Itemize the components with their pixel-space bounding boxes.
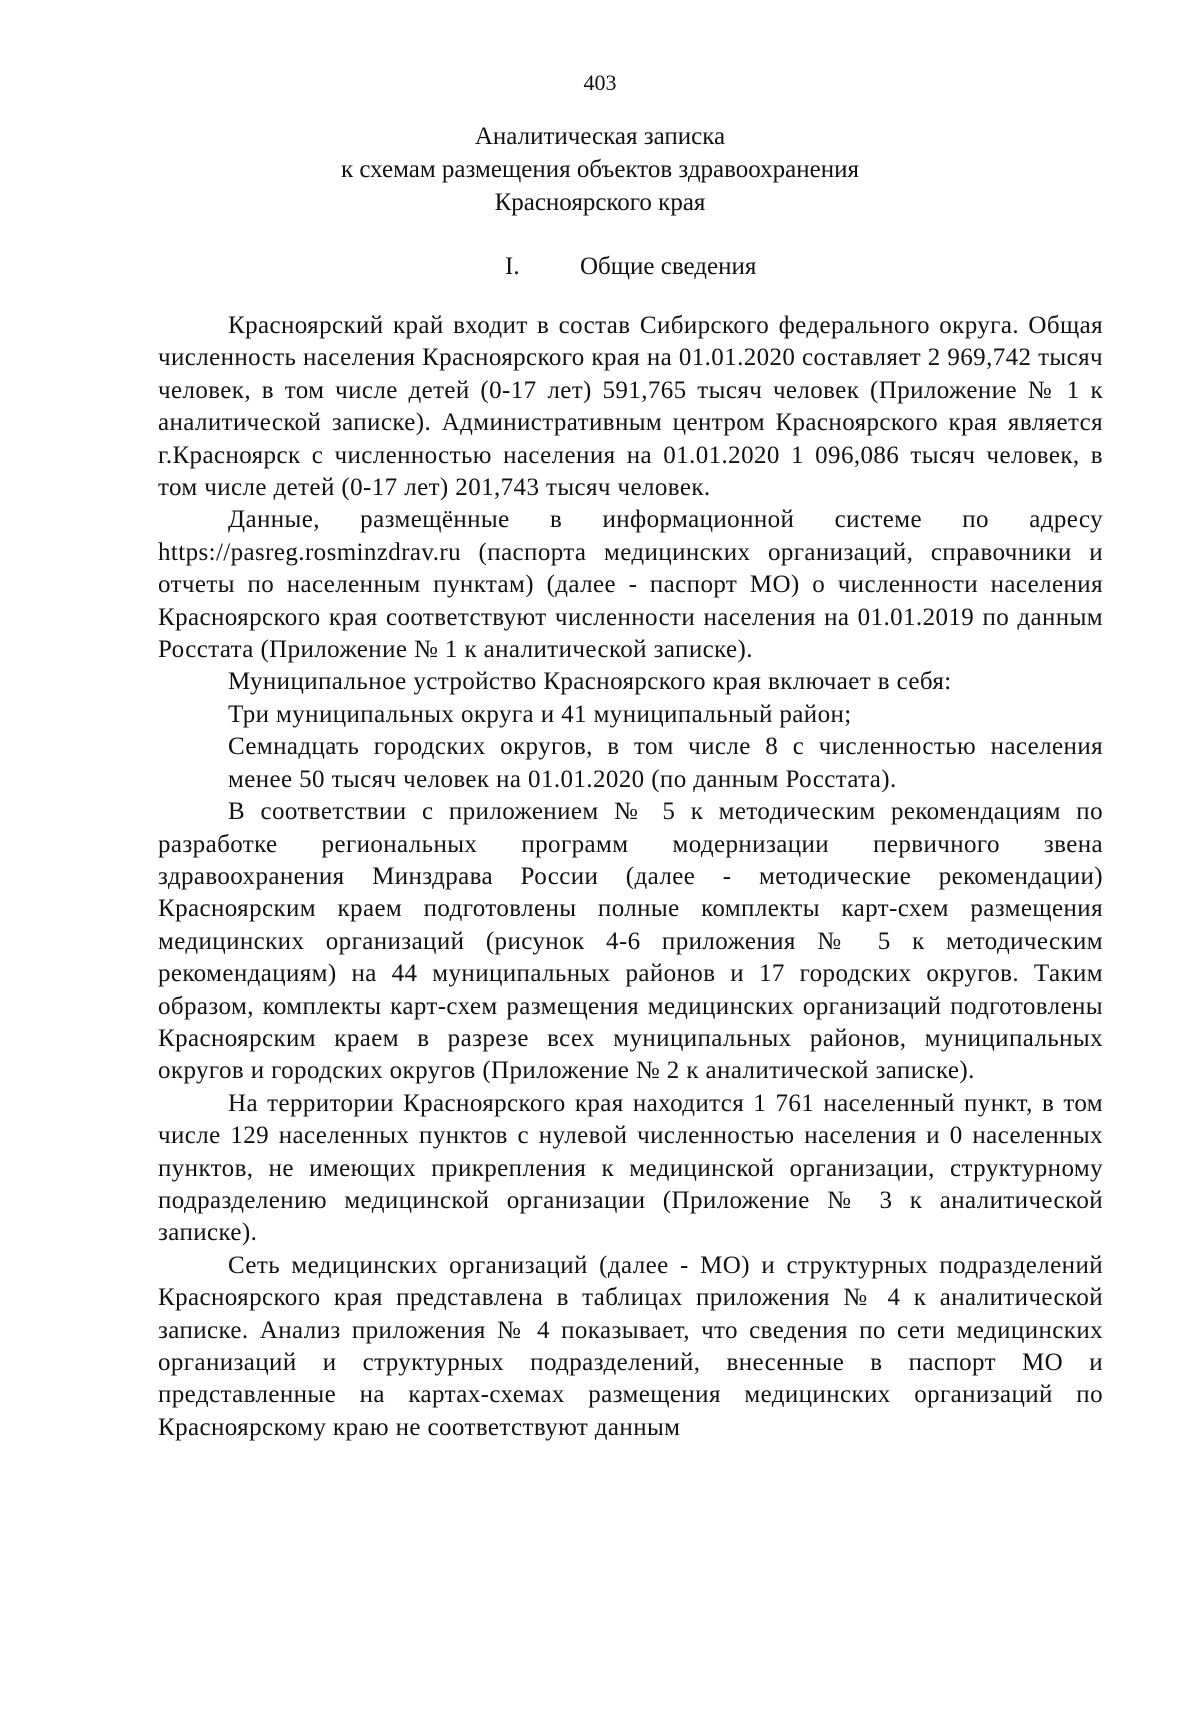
paragraph: Данные, размещённые в информационной системе по адресу https://pasreg.rosminzdrav.ru (паспорта медицинских организаций, справочники и отчеты по населенным пунктам) (далее - паспорт МО) о численности населения Красноярского края соответствуют численности населения на 01.01.2019 по данным Росстата (Приложение № 1 к аналитической записке). (158, 506, 1103, 664)
page-number: 403 (583, 70, 617, 95)
section-number: I. (505, 253, 520, 280)
list-item: Три муниципальных округа и 41 муниципальный район; (228, 700, 852, 728)
title-line: Аналитическая записка (474, 123, 726, 150)
document-title (0, 120, 1200, 219)
document-body (158, 310, 1103, 1444)
title-line: Красноярского края (494, 189, 706, 216)
paragraph: В соответствии с приложением № 5 к методическим рекомендациям по разработке региональных программ модернизации первичного звена здравоохранения Минздрава России (далее - методические рекомендации) Красноярским краем подготовлены полные комплекты карт-схем размещения медицинских организаций (рисунок 4-6 приложения № 5 к методическим рекомендациям) на 44 муниципальных районов и 17 городских округов. Таким образом, комплекты карт-схем размещения медицинских организаций подготовлены Красноярским краем в разрезе всех муниципальных районов, муниципальных округов и городских округов (Приложение № 2 к аналитической записке). (158, 798, 1103, 1085)
paragraph: На территории Красноярского края находится 1 761 населенный пункт, в том числе 129 населенных пунктов с нулевой численностью населения и 0 населенных пунктов, не имеющих прикрепления к медицинской организации, структурному подразделению медицинской организации (Приложение № 3 к аналитической записке). (158, 1089, 1103, 1247)
paragraph: Сеть медицинских организаций (далее - МО) и структурных подразделений Красноярского края представлена в таблицах приложения № 4 к аналитической записке. Анализ приложения № 4 показывает, что сведения по сети медицинских организаций и структурных подразделений, внесенные в паспорт МО и представленные на картах-схемах размещения медицинских организаций по Красноярскому краю не соответствуют данным (158, 1251, 1103, 1441)
list-item: Семнадцать городских округов, в том числе 8 с численностью населения менее 50 тысяч человек на 01.01.2020 (по данным Росстата). (228, 733, 1103, 793)
paragraph: Красноярский край входит в состав Сибирского федерального округа. Общая численность населения Красноярского края на 01.01.2020 составляет 2 969,742 тысяч человек, в том числе детей (0-17 лет) 591,765 тысяч человек (Приложение № 1 к аналитической записке). Административным центром Красноярского края является г.Красноярск с численностью населения на 01.01.2020 1 096,086 тысяч человек, в том числе детей (0-17 лет) 201,743 тысяч человек. (158, 312, 1103, 502)
section-heading (505, 250, 756, 283)
section-title: Общие сведения (580, 253, 757, 280)
title-line: к схемам размещения объектов здравоохранения (340, 156, 859, 183)
paragraph: Муниципальное устройство Красноярского края включает в себя: (228, 668, 952, 696)
